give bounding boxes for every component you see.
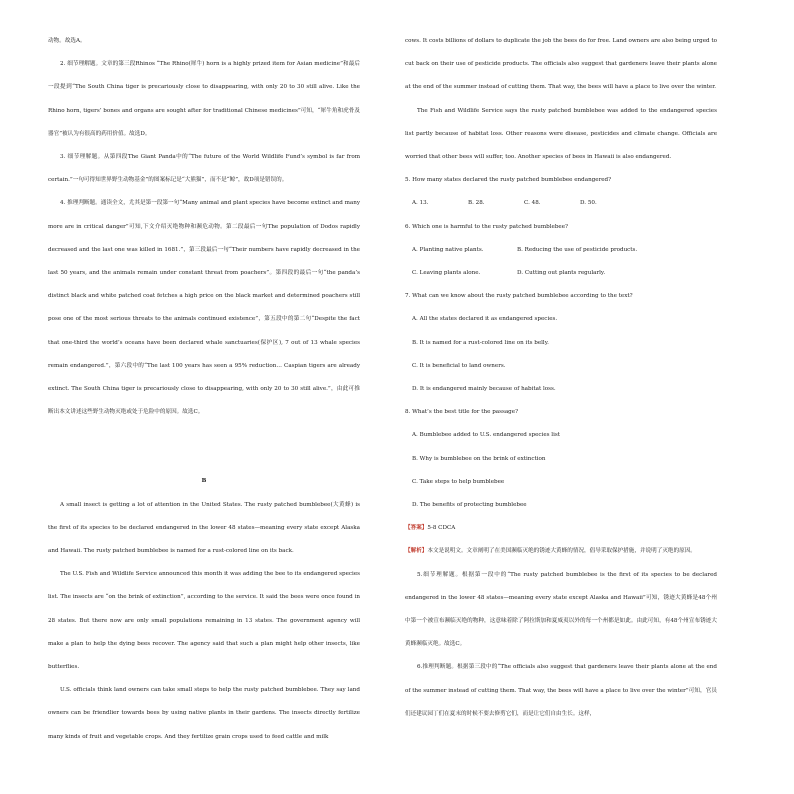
left-column: [48, 30, 360, 749]
paragraph: 2. 细节理解题。文章的第三段Rhinos “The Rhino(犀牛) horn is a highly prized item for Asian medicine”和最后一段提到“The South China tiger is precariously close to disappearing, with only 20 to 30 still alive. Like the Rhino horn, tigers’ bones and organs are sought after for traditional Chinese medicines”可知，“犀牛角和虎骨及器官”被认为有很高的药用价值。故选D。: [48, 61, 360, 137]
explanation: 5.细节理解题。根据第一段中的“The rusty patched bumblebee is the first of its species to be declared endangered in the lower 48 states—meaning every state except Alaska and Hawaii”可知，锈迹大黄蜂是48个州中第一个被宣布濒临灭绝的物种，这意味着除了阿拉斯加和夏威夷以外的每一个州都是如此。由此可知，有48个州宣布锈迹大黄蜂濒临灭绝。故选C。: [405, 571, 717, 648]
paragraph: The Fish and Wildlife Service says the rusty patched bumblebee was added to the endangered species list partly because of habitat loss. Other reasons were disease, pesticides and climate change. Officials are worried that other bees will suffer, too. Another species of bees in Hawaii is also endangered.: [405, 107, 717, 161]
question-7-stem: 7. What can we know about the rusty patched bumblebee according to the text?: [405, 293, 633, 300]
option: B. 28.: [468, 200, 485, 207]
answer-text: 5-8 CDCA: [427, 525, 456, 532]
paragraph: U.S. officials think land owners can take small steps to help the rusty patched bumblebee. They say land owners can be friendlier towards bees by using native plants in their gardens. The insects directly fertilize many kinds of fruit and vegetable crops. And they fertilize grain crops used to feed cattle and milk: [48, 687, 360, 740]
answer-line: [405, 517, 717, 540]
option: D. 50.: [580, 200, 597, 207]
question-5-stem: 5. How many states declared the rusty patched bumblebee endangered?: [405, 177, 612, 184]
option: A. Planting native plants.: [412, 246, 484, 253]
analysis-tag: 【解析】: [405, 548, 428, 555]
question-5-options: [405, 192, 717, 215]
option: B. It is named for a rust-colored line on its belly.: [412, 339, 549, 346]
option: D. It is endangered mainly because of habitat loss.: [412, 386, 556, 393]
paragraph: 3. 细节理解题。从第四段The Giant Panda中的“The future of the World Wildlife Fund’s symbol is far from certain.”一句可得知世界野生动物基金”的图案标记是“大熊猫”，而不是“鲸”，故D项是错误的。: [48, 154, 360, 184]
question-6-stem: 6. Which one is harmful to the rusty patched bumblebee?: [405, 223, 569, 230]
question-6-options-row1: [405, 239, 717, 262]
option: C. 48.: [524, 200, 541, 207]
option: C. It is beneficial to land owners.: [412, 362, 506, 369]
option: D. The benefits of protecting bumblebee: [412, 502, 527, 509]
option: B. Reducing the use of pesticide products.: [517, 246, 638, 253]
analysis-text: 本文是说明文。文章阐明了在美国濒临灭绝的锈迹大黄蜂的情况，倡导采取保护措施，并说明了灭绝的原因。: [427, 548, 696, 555]
paragraph: cows. It costs billions of dollars to duplicate the job the bees do for free. Land owners are also being urged to cut back on their use of pesticide products. The officials also suggest that gardeners leave their plants alone at the end of the summer instead of cutting them. That way, the bees will have a place to live over the winter.: [405, 38, 717, 91]
option: D. Cutting out plants regularly.: [517, 270, 606, 277]
spacer: [48, 424, 360, 447]
explanation: 6.推理判断题。根据第三段中的“The officials also suggest that gardeners leave their plants alone at the end of the summer instead of cutting them. That way, the bees will have a place to live over the winter”可知，官员们还建议园丁们在夏末的时候不要去修剪它们，而是让它们自由生长。这样，: [405, 664, 717, 717]
option: A. 13.: [412, 200, 429, 207]
paragraph: 动物。故选A。: [48, 38, 86, 44]
question-6-options-row2: [405, 262, 717, 285]
paragraph: 4. 推理判断题。通读全文，尤其是第一段第一句“Many animal and plant species have become extinct and many more are in critical danger”可知,下文介绍灭绝物种和濒危动物。第二段最后一句The population of Dodos rapidly decreased and the last one was killed in 1681.”，第三段最后一句“Their numbers have rapidly decreased in the last 50 years, and the animals remain under constant threat from poachers”。第四段的最后一句“the panda’s distinct black and white patched coat fetches a high price on the black market and determined poachers still pose one of the most serious threats to the animals continued existence”，第五段中的第二句“Despite the fact that one-third the world’s oceans have been declared whale sanctuaries(保护区), 7 out of 13 whale species remain endangered.”，第六段中的“The last 100 years has seen a 95% reduction… Caspian tigers are already extinct. The South China tiger is precariously close to disappearing, with only 20 to 30 still alive.”，由此可推断出本文讲述这些野生动物灭绝或处于危险中的原因。故选C。: [48, 200, 360, 416]
option: A. All the states declared it as endangered species.: [412, 316, 558, 323]
right-column: [405, 30, 717, 726]
option: C. Leaving plants alone.: [412, 270, 481, 277]
option: C. Take steps to help bumblebee: [412, 478, 505, 485]
answer-tag: 【答案】: [405, 525, 428, 532]
option: B. Why is bumblebee on the brink of extinction: [412, 455, 546, 462]
analysis-line: [405, 540, 717, 563]
section-heading-b: B: [201, 478, 207, 485]
paragraph: The U.S. Fish and Wildlife Service announced this month it was adding the bee to its endangered species list. The insects are “on the brink of extinction”, according to the service. It said the bees were once found in 28 states. But there now are only small populations remaining in 13 states. The government agency will make a plan to help the dying bees recover. The agency said that such a plan might help other insects, like butterflies.: [48, 571, 360, 671]
question-8-stem: 8. What’s the best title for the passage?: [405, 409, 519, 416]
option: A. Bumblebee added to U.S. endangered species list: [412, 432, 561, 439]
paragraph: A small insect is getting a lot of attention in the United States. The rusty patched bumblebee(大黄蜂) is the first of its species to be declared endangered in the lower 48 states—meaning every state except Alaska and Hawaii. The rusty patched bumblebee is named for a rust-colored line on its back.: [48, 501, 360, 555]
